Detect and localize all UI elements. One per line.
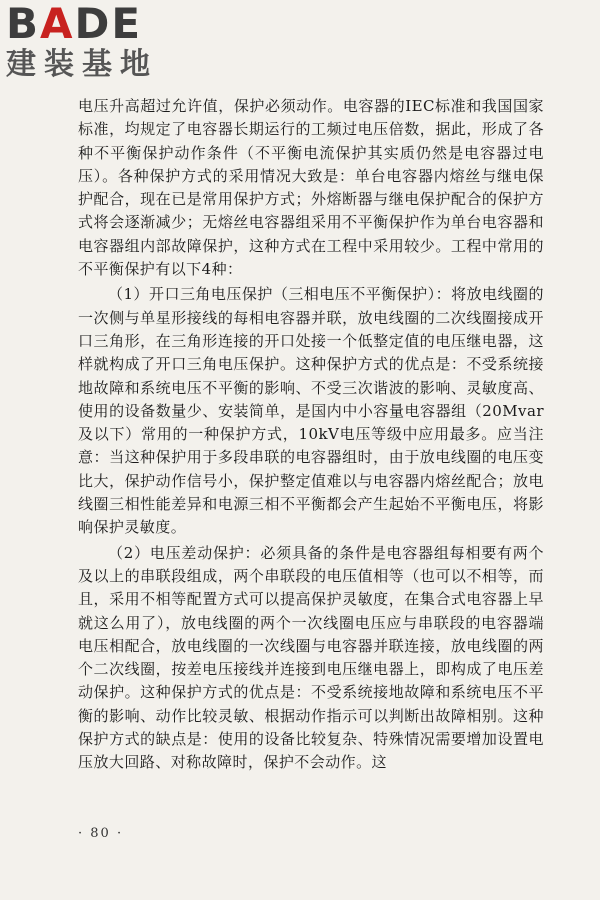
bade-logo [6,2,181,82]
page-number: · 80 · [78,826,124,841]
paragraph-voltage-differential-protection: （2）电压差动保护：必须具备的条件是电容器组每相要有两个及以上的串联段组成，两个串联段的电压值相等（也可以不相等，而且，采用不相等配置方式可以提高保护灵敏度，在集合式电容器上早就这么用了），放电线圈的两个一次线圈电压应与串联段的电容器端电压相配合，放电线圈的一次线圈与电容器并联连接，放电线圈的两个二次线圈，按差电压接线并连接到电压继电器上，即构成了电压差动保护。这种保护方式的优点是：不受系统接地故障和系统电压不平衡的影响、动作比较灵敏、根据动作指示可以判断出故障相别。这种保护方式的缺点是：使用的设备比较复杂、特殊情况需要增加设置电压放大回路、对称故障时，保护不会动作。这 [78,543,544,772]
logo-letters-b: B [6,0,41,48]
page-body [78,95,544,775]
logo-wordmark [6,2,181,46]
logo-letters-de: DE [74,0,143,48]
logo-letter-a-accent: A [40,0,75,48]
logo-subtitle: 建装基地 [6,47,158,82]
paragraph-continuation: 电压升高超过允许值，保护必须动作。电容器的IEC标准和我国国家标准，均规定了电容器长期运行的工频过电压倍数，据此，形成了各种不平衡保护动作条件（不平衡电流保护其实质仍然是电容器过电压）。各种保护方式的采用情况大致是：单台电容器内熔丝与继电保护配合，现在已是常用保护方式；外熔断器与继电保护配合的保护方式将会逐渐减少；无熔丝电容器组采用不平衡保护作为单台电容器和电容器组内部故障保护，这种方式在工程中采用较少。工程中常用的不平衡保护有以下4种： [78,97,544,279]
paragraph-open-delta-protection: （1）开口三角电压保护（三相电压不平衡保护）：将放电线圈的一次侧与单星形接线的每相电容器并联，放电线圈的二次线圈接成开口三角形，在三角形连接的开口处接一个低整定值的电压继电器，这样就构成了开口三角电压保护。这种保护方式的优点是：不受系统接地故障和系统电压不平衡的影响、不受三次谐波的影响、灵敏度高、使用的设备数量少、安装简单，是国内中小容量电容器组（20Mvar及以下）常用的一种保护方式，10kV电压等级中应用最多。应当注意：当这种保护用于多段串联的电容器组时，由于放电线圈的电压变比大，保护动作信号小，保护整定值难以与电容器内熔丝配合；放电线圈三相性能差异和电源三相不平衡都会产生起始不平衡电压，将影响保护灵敏度。 [78,285,544,537]
